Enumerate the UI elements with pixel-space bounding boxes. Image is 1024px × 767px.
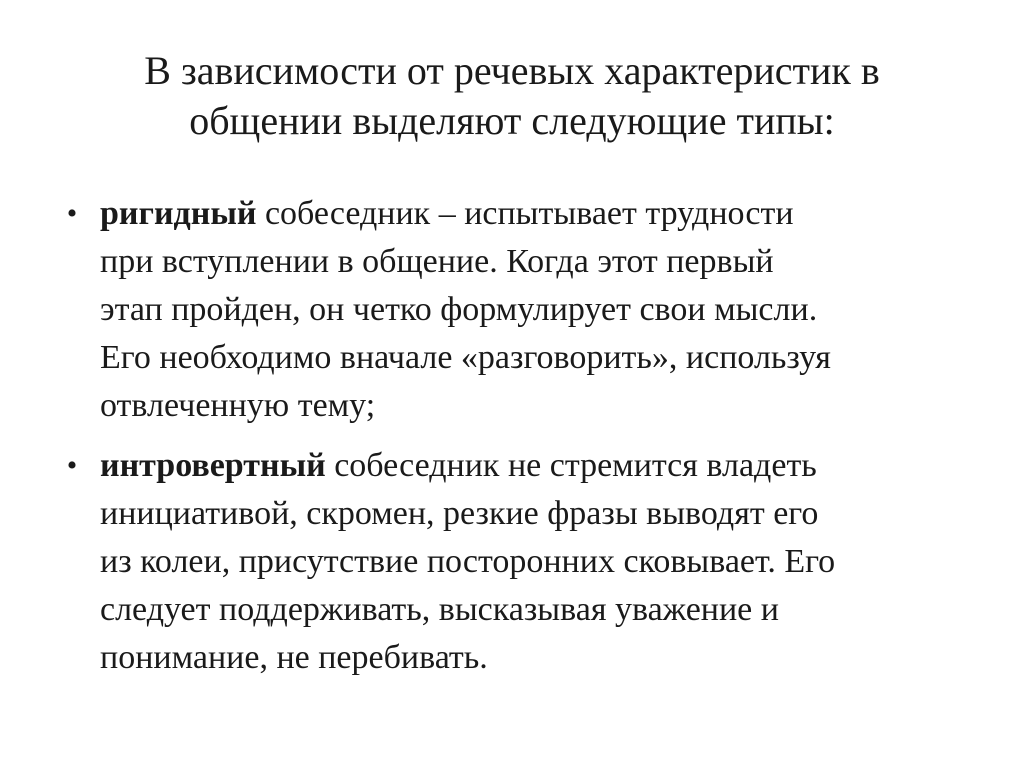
- bullet-item-introvert: [60, 442, 980, 682]
- bullet-icon: •: [66, 197, 78, 230]
- slide-title: [40, 46, 984, 146]
- slide-title-line-2: общении выделяют следующие типы:: [189, 98, 835, 143]
- bullet-line: этап пройден, он четко формулирует свои мысли.: [100, 291, 818, 328]
- bullet-first-line: [100, 190, 980, 238]
- bullet-term: ригидный: [100, 195, 257, 232]
- bullet-line: инициативой, скромен, резкие фразы выводят его: [100, 495, 819, 532]
- bullet-line: из колеи, присутствие посторонних сковывает. Его: [100, 543, 836, 580]
- bullet-line: отвлеченную тему;: [100, 387, 376, 424]
- bullet-first-line-text: собеседник не стремится владеть: [325, 447, 817, 484]
- bullet-first-line: [100, 442, 980, 490]
- bullet-term: интровертный: [100, 447, 326, 484]
- slide-title-line-1: В зависимости от речевых характеристик в: [144, 48, 880, 93]
- bullet-line: Его необходимо вначале «разговорить», используя: [100, 339, 831, 376]
- bullet-item-rigid: [60, 190, 980, 430]
- bullet-icon: •: [66, 449, 78, 482]
- bullet-line: при вступлении в общение. Когда этот первый: [100, 243, 774, 280]
- bullet-list: [60, 190, 980, 682]
- bullet-line: следует поддерживать, высказывая уважение и: [100, 591, 779, 628]
- bullet-line: понимание, не перебивать.: [100, 639, 488, 676]
- bullet-first-line-text: собеседник – испытывает трудности: [256, 195, 794, 232]
